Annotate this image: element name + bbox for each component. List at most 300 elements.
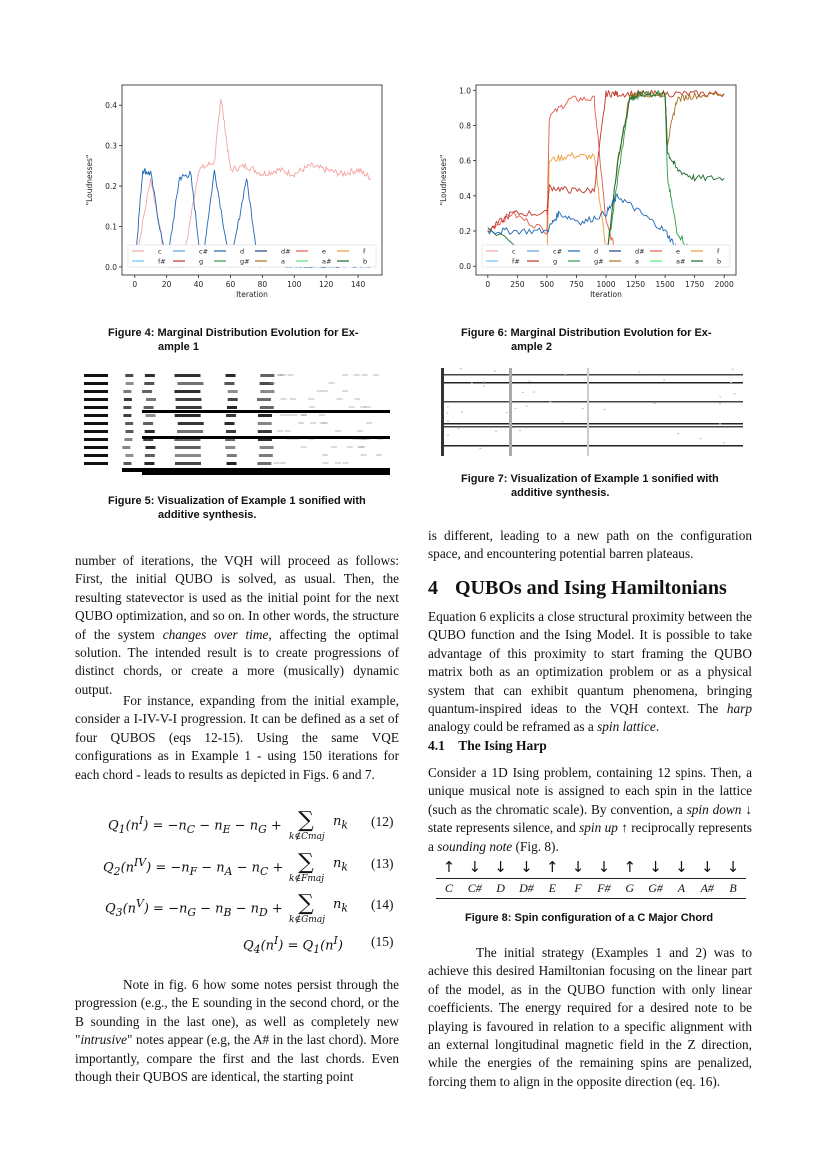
fig4-ytick-label: 0.1 <box>105 222 117 232</box>
fig5-faint-mark <box>270 382 276 384</box>
fig7-faint-mark <box>526 406 528 407</box>
fig7-faint-mark <box>471 382 473 383</box>
fig6-xtick-label: 1000 <box>596 280 616 289</box>
fig5-burst-mark <box>224 382 234 385</box>
fig8-note-label: G# <box>648 881 663 895</box>
subsection-heading <box>428 738 752 754</box>
fig5-burst-mark <box>145 374 155 377</box>
eq13-sum: ∑ k∉Fmaj <box>289 850 325 884</box>
left-para-3-text: Note in fig. 6 how some notes persist through the progression (e.g., the E sounding in the second chord, or the B sounding in the last one), as well as completely new " <box>75 977 399 1048</box>
fig5-burst-mark <box>144 382 154 385</box>
right-para-5 <box>428 764 752 856</box>
fig6-xtick-label: 750 <box>569 280 584 289</box>
fig6-legend-label: g# <box>594 257 604 266</box>
section-title: QUBOs and Ising Hamiltonians <box>455 577 727 599</box>
fig7-faint-mark <box>447 435 449 436</box>
spin-down-icon: ↓ <box>571 858 585 876</box>
fig6-ytick-label: 0.0 <box>459 262 471 272</box>
fig5-burst-mark <box>123 414 131 417</box>
fig5-faint-mark <box>322 462 328 464</box>
fig6-xtick-label: 250 <box>510 280 525 289</box>
fig7-faint-mark <box>483 381 485 382</box>
fig4-legend-label: g# <box>240 257 250 266</box>
fig5-faint-mark <box>354 374 360 376</box>
subsection-number: 4.1 <box>428 738 445 753</box>
fig4-legend-label: g <box>199 257 204 266</box>
fig5-burst-mark <box>142 390 152 393</box>
fig7-faint-mark <box>582 408 584 409</box>
fig4-ylabel: "Loudnesses" <box>85 154 94 206</box>
fig6-legend-label: c# <box>553 247 563 256</box>
fig7-faint-mark <box>495 431 497 432</box>
fig5-burst-mark <box>175 462 201 465</box>
fig5-faint-mark <box>360 406 366 408</box>
eq13-tail: $n_k$ <box>333 856 348 874</box>
fig5-faint-mark <box>361 454 367 456</box>
fig8-caption-text: Spin configuration of a C Major Chord <box>514 912 714 924</box>
fig7-faint-mark <box>457 428 459 429</box>
fig5-burst-mark <box>123 406 131 409</box>
left-para-2 <box>75 692 399 784</box>
fig5-comb-mark <box>84 422 108 425</box>
fig8-spins-row <box>436 858 746 878</box>
fig4-legend-label: d <box>240 247 245 256</box>
fig6-ylabel: "Loudnesses" <box>439 154 448 206</box>
fig7-faint-mark <box>699 438 701 439</box>
fig7-faint-mark <box>529 381 531 382</box>
eq13-sum-sub: k∉Fmaj <box>289 874 325 884</box>
fig5-burst-mark <box>175 414 201 417</box>
fig5-burst-mark <box>226 414 236 417</box>
fig5-faint-mark <box>331 446 337 448</box>
fig7-faint-mark <box>730 382 732 383</box>
fig6-xtick-label: 2000 <box>714 280 734 289</box>
fig6-xtick-label: 0 <box>485 280 491 289</box>
fig8-note-label: G <box>625 881 635 895</box>
left-para-1-emphasis: changes over time <box>162 626 269 642</box>
fig8-rule-bottom <box>436 898 746 899</box>
fig5-faint-mark <box>280 414 286 416</box>
fig4-ytick-label: 0.2 <box>105 182 117 192</box>
fig4-chart <box>82 80 392 312</box>
fig4-xtick-label: 140 <box>350 280 366 289</box>
fig7-faint-mark <box>603 409 605 410</box>
spin-down-icon: ↓ <box>494 858 507 876</box>
fig7-faint-mark <box>719 396 721 397</box>
fig7-faint-mark <box>732 369 734 370</box>
eq14-sum-sub: k∉Gmaj <box>289 915 325 925</box>
fig6-legend-label: a <box>635 257 639 266</box>
fig5-comb-mark <box>84 374 108 377</box>
spin-up-icon: ↑ <box>442 858 456 876</box>
fig5-faint-mark <box>357 430 363 432</box>
eq15-number: (15) <box>371 934 394 949</box>
fig4-xtick-label: 60 <box>225 280 236 289</box>
fig5-burst-mark <box>260 446 274 449</box>
right-para-5-em2: spin up <box>579 820 618 836</box>
fig5-faint-mark <box>288 374 294 376</box>
fig5-faint-mark <box>284 430 290 432</box>
fig8-note-label: F# <box>597 881 611 895</box>
fig4-xtick-label: 120 <box>319 280 334 289</box>
right-para-4-end: . <box>655 719 660 735</box>
fig5-faint-mark <box>310 422 316 424</box>
right-para-5-b: ↓ state represents silence, and <box>428 801 752 836</box>
fig5-burst-mark <box>174 390 200 393</box>
fig8-caption <box>465 911 755 925</box>
eq15: $Q_4(n^I) = Q_1(n^I)$ <box>243 934 343 956</box>
fig5-sustained-line <box>142 410 390 413</box>
fig5-faint-mark <box>316 390 322 392</box>
eq14-tail: $n_k$ <box>333 897 348 915</box>
eq13: $Q_2(n^{IV}) = -n_F - n_A - n_C$ + <box>103 856 284 878</box>
spin-up-icon: ↑ <box>623 858 637 876</box>
fig7-faint-mark <box>479 448 481 449</box>
fig6-legend-label: d <box>594 247 599 256</box>
fig5-sustained-line <box>142 436 390 439</box>
fig7-faint-mark <box>734 393 736 394</box>
fig5-burst-mark <box>122 446 130 449</box>
fig7-faint-mark <box>564 402 566 403</box>
fig5-comb-mark <box>84 390 108 393</box>
spin-down-icon: ↓ <box>520 858 533 876</box>
fig5-faint-mark <box>348 406 354 408</box>
fig6-xtick-label: 1750 <box>685 280 705 289</box>
left-para-1-text: number of iterations, the VQH will proceed as follows: First, the initial QUBO is solved, as usual. Then, the resulting statevector is used as the initial point for the next QUBO optimization, and so on. In other words, the structure of the system <box>75 553 399 642</box>
fig7-faint-mark <box>510 422 512 423</box>
fig5-burst-mark <box>125 454 133 457</box>
fig5-burst-mark <box>227 454 237 457</box>
fig6-caption-line1: Marginal Distribution Evolution for Ex- <box>510 327 712 339</box>
fig7-spectrogram <box>437 368 743 458</box>
fig5-faint-mark <box>280 374 286 376</box>
fig6-xtick-label: 500 <box>539 280 555 289</box>
section-heading <box>428 577 752 600</box>
fig5-burst-mark <box>146 398 156 401</box>
left-para-3 <box>75 976 399 1086</box>
fig5-faint-mark <box>300 446 306 448</box>
spin-down-icon: ↓ <box>597 858 611 876</box>
fig7-faint-mark <box>719 423 721 424</box>
fig7-onset <box>587 368 589 456</box>
fig8-notes-row <box>436 880 746 898</box>
fig5-burst-mark <box>145 446 155 449</box>
fig4-caption-line2: ample 1 <box>158 341 199 353</box>
spin-down-icon: ↓ <box>675 858 688 876</box>
fig5-faint-mark <box>292 414 298 416</box>
right-para-top <box>428 527 752 564</box>
fig7-faint-mark <box>638 371 640 372</box>
spin-down-icon: ↓ <box>726 858 740 876</box>
fig5-comb-mark <box>84 462 108 465</box>
fig5-burst-mark <box>178 422 204 425</box>
fig4-legend-label: e <box>322 247 326 256</box>
fig7-faint-mark <box>462 446 464 447</box>
fig5-burst-mark <box>175 398 201 401</box>
fig6-legend-label: c <box>512 247 516 256</box>
fig5-burst-mark <box>227 462 237 465</box>
fig7-faint-mark <box>506 412 508 413</box>
fig6-legend-label: a# <box>676 257 686 266</box>
fig8-note-label: A# <box>700 881 714 895</box>
fig4-legend-label: a <box>281 257 285 266</box>
left-para-1-tail: , affecting the optimal solution. The intended result is to create progressions of distinct chords, or create a more (musically) dynamic output. <box>75 626 399 697</box>
fig5-faint-mark <box>320 422 326 424</box>
fig6-ytick-label: 0.8 <box>459 121 471 131</box>
fig4-xlabel: Iteration <box>236 290 268 299</box>
subsection-title: The Ising Harp <box>458 738 547 753</box>
equation-block <box>75 810 399 960</box>
fig5-sustained-line <box>122 468 390 472</box>
fig6-legend-label: g <box>553 257 558 266</box>
fig5-faint-mark <box>336 398 342 400</box>
fig7-caption <box>461 472 751 500</box>
fig5-burst-mark <box>225 446 235 449</box>
fig5-burst-mark <box>126 382 134 385</box>
fig8-note-label: F <box>574 881 582 895</box>
fig4-legend-label: c# <box>199 247 209 256</box>
fig4-legend-label: a# <box>322 257 332 266</box>
spin-up-icon: ↑ <box>545 858 559 876</box>
fig5-faint-mark <box>280 398 286 400</box>
fig4-caption-line1: Marginal Distribution Evolution for Ex- <box>157 327 359 339</box>
fig6-xtick-label: 1250 <box>625 280 646 289</box>
fig5-faint-mark <box>290 398 296 400</box>
fig5-faint-mark <box>366 422 372 424</box>
fig4-legend <box>128 245 376 267</box>
right-para-4-emphasis2: spin lattice <box>597 719 656 735</box>
fig5-faint-mark <box>286 414 292 416</box>
fig5-faint-mark <box>273 462 279 464</box>
fig5-burst-mark <box>124 398 132 401</box>
fig5-sustained-line <box>142 472 390 475</box>
spin-down-icon: ↓ <box>468 858 482 876</box>
fig5-burst-mark <box>175 454 201 457</box>
fig4-xtick-label: 20 <box>161 280 172 289</box>
fig7-caption-line2: additive synthesis. <box>511 487 610 499</box>
fig6-caption-label: Figure 6: <box>461 327 508 339</box>
right-para-4-text: Equation 6 explicits a close structural proximity between the QUBO function and the Ising Model. It is possible to take advantage of this proximity to start framing the QUBO matrix both as an optimization problem or as a physical system that can exhibit quantum phenomena, bringing quantum-inspired ideas to the VQH context. The <box>428 609 752 717</box>
fig6-xlabel: Iteration <box>590 290 622 299</box>
fig7-faint-mark <box>494 371 496 372</box>
fig5-burst-mark <box>143 422 153 425</box>
fig7-faint-mark <box>461 411 463 412</box>
fig8-note-label: D <box>496 881 505 895</box>
fig8-note-label: B <box>729 881 737 895</box>
right-para-6-text: The initial strategy (Examples 1 and 2) was to achieve this desired Hamiltonian focusing on the linear part of the model, as in the QUBO function with only linear coefficients. The energy required for a desired note to be playing is favoured in relation to a specific alignment with an external longitudinal magnetic field in the Z direction, while the energies of the remaining spins are penalized, forcing them to align in the opposite direction (eq. 16). <box>428 945 752 1089</box>
fig5-faint-mark <box>308 398 314 400</box>
fig6-ytick-label: 1.0 <box>459 86 471 96</box>
fig6-chart <box>436 80 746 312</box>
eq14: $Q_3(n^V) = -n_G - n_B - n_D$ + <box>105 897 283 919</box>
fig7-partial-line <box>441 401 743 403</box>
fig5-burst-mark <box>226 374 236 377</box>
fig7-onset <box>509 368 512 456</box>
fig5-faint-mark <box>322 390 328 392</box>
fig5-burst-mark <box>123 390 131 393</box>
left-para-3-tail: " notes appear (e.g, the A# in the last chord). More importantly, compare the first and the last chords. Even though their QUBOS are identical, the starting point <box>75 1032 399 1085</box>
fig5-burst-mark <box>228 390 238 393</box>
fig5-burst-mark <box>257 462 271 465</box>
spin-down-icon: ↓ <box>649 858 662 876</box>
fig5-burst-mark <box>176 406 202 409</box>
fig5-comb-mark <box>84 398 108 401</box>
left-para-3-emphasis: intrusive <box>80 1032 127 1048</box>
fig6-xtick-label: 1500 <box>655 280 675 289</box>
fig5-faint-mark <box>280 462 286 464</box>
fig5-faint-mark <box>322 454 328 456</box>
fig5-faint-mark <box>335 462 341 464</box>
eq14-number: (14) <box>371 897 394 912</box>
fig7-faint-mark <box>515 408 517 409</box>
fig8-note-label: D# <box>519 881 534 895</box>
fig5-faint-mark <box>358 446 364 448</box>
fig7-faint-mark <box>447 421 449 422</box>
fig5-burst-mark <box>125 422 133 425</box>
fig6-caption <box>461 326 751 354</box>
fig4-xtick-label: 40 <box>193 280 204 289</box>
fig5-burst-mark <box>175 446 201 449</box>
fig7-faint-mark <box>564 374 566 375</box>
fig5-faint-mark <box>342 390 348 392</box>
fig5-comb-mark <box>84 430 108 433</box>
eq12: $Q_1(n^I) = -n_C - n_E - n_G$ + <box>108 814 282 836</box>
fig6-legend-label: f# <box>512 257 520 266</box>
fig5-burst-mark <box>144 406 154 409</box>
fig8-note-label: C# <box>467 881 482 895</box>
fig5-burst-mark <box>260 374 274 377</box>
section-number: 4 <box>428 577 438 599</box>
fig4-caption-label: Figure 4: <box>108 327 155 339</box>
fig5-comb-mark <box>84 406 108 409</box>
fig4-xtick-label: 0 <box>132 280 138 289</box>
fig8-note-label: A <box>677 881 686 895</box>
fig5-caption-line1: Visualization of Example 1 sonified with <box>157 495 366 507</box>
left-para-1 <box>75 552 399 699</box>
fig5-comb-mark <box>84 454 108 457</box>
fig6-legend-label: f <box>717 247 720 256</box>
eq12-sum-sub: k∉Cmaj <box>289 832 325 842</box>
fig5-caption <box>108 494 398 522</box>
fig5-faint-mark <box>264 390 270 392</box>
fig5-burst-mark <box>144 462 154 465</box>
fig4-caption <box>108 326 398 354</box>
right-para-5-d: (Fig. 8). <box>515 838 559 854</box>
fig5-burst-mark <box>177 430 203 433</box>
fig5-faint-mark <box>347 446 353 448</box>
right-para-6 <box>428 944 752 1091</box>
fig5-burst-mark <box>123 462 131 465</box>
fig8-note-label: E <box>548 881 556 895</box>
fig5-spectrogram <box>82 368 390 480</box>
fig4-legend-label: d# <box>281 247 291 256</box>
fig7-faint-mark <box>460 368 462 369</box>
fig6-ytick-label: 0.2 <box>459 227 471 237</box>
right-para-4 <box>428 608 752 737</box>
fig7-faint-mark <box>561 421 563 422</box>
right-para-4-mid: analogy could be reframed as a <box>428 719 594 735</box>
fig7-faint-mark <box>723 442 725 443</box>
fig5-faint-mark <box>354 398 360 400</box>
fig5-burst-mark <box>124 438 132 441</box>
eq14-sum: ∑ k∉Gmaj <box>289 891 325 925</box>
fig7-partial-line <box>441 426 743 428</box>
fig5-caption-label: Figure 5: <box>108 495 155 507</box>
eq13-number: (13) <box>371 856 394 871</box>
fig5-comb-mark <box>84 438 108 441</box>
right-para-top-text: is different, leading to a new path on the configuration space, and encountering potential barren plateaus. <box>428 528 752 562</box>
fig5-faint-mark <box>342 374 348 376</box>
fig8-spin-table <box>436 858 746 902</box>
fig6-ytick-label: 0.6 <box>459 156 471 166</box>
fig5-burst-mark <box>145 454 155 457</box>
fig5-burst-mark <box>225 422 235 425</box>
fig5-faint-mark <box>373 374 379 376</box>
fig5-burst-mark <box>228 398 238 401</box>
fig5-faint-mark <box>335 430 341 432</box>
fig7-caption-label: Figure 7: <box>461 473 508 485</box>
fig5-comb-mark <box>84 414 108 417</box>
fig5-faint-mark <box>277 430 283 432</box>
fig4-legend-label: c <box>158 247 162 256</box>
fig7-partial-line <box>441 423 743 425</box>
fig5-faint-mark <box>362 374 368 376</box>
fig5-burst-mark <box>260 406 274 409</box>
fig5-faint-mark <box>376 454 382 456</box>
right-para-5-em3: sounding note <box>437 838 513 854</box>
right-para-5-text: Consider a 1D Ising problem, containing 12 spins. Then, a unique musical note is assigned to each spin in the lattice (such as the chromatic scale). By convention, a <box>428 765 752 817</box>
fig7-faint-mark <box>519 430 521 431</box>
fig6-ytick-label: 0.4 <box>459 191 471 201</box>
fig6-caption-line2: ample 2 <box>511 341 552 353</box>
fig4-legend-label: f# <box>158 257 166 266</box>
fig5-burst-mark <box>145 430 155 433</box>
fig5-burst-mark <box>227 406 237 409</box>
left-para-2-text: For instance, expanding from the initial example, consider a I-IV-V-I progression. It can be defined as a set of four QUBOS (eqs 12-15). Using the same VQE configurations as in Example 1 - using 150 iterations for each chord - leads to results as depicted in Figs. 6 and 7. <box>75 693 399 782</box>
fig6-legend-label: d# <box>635 247 645 256</box>
eq12-number: (12) <box>371 814 394 829</box>
fig7-faint-mark <box>719 403 721 404</box>
fig6-legend-label: e <box>676 247 680 256</box>
fig5-faint-mark <box>301 414 307 416</box>
fig5-burst-mark <box>257 398 271 401</box>
right-para-4-emphasis: harp <box>726 701 752 717</box>
fig4-xtick-label: 100 <box>287 280 302 289</box>
fig7-faint-mark <box>654 403 656 404</box>
fig7-faint-mark <box>446 412 448 413</box>
fig5-burst-mark <box>146 414 156 417</box>
fig5-burst-mark <box>258 422 272 425</box>
fig4-ytick-label: 0.3 <box>105 141 117 151</box>
fig5-faint-mark <box>319 414 325 416</box>
fig5-faint-mark <box>298 422 304 424</box>
fig7-faint-mark <box>522 392 524 393</box>
fig7-caption-line1: Visualization of Example 1 sonified with <box>510 473 719 485</box>
fig7-faint-mark <box>663 379 665 380</box>
fig5-burst-mark <box>226 430 236 433</box>
fig5-burst-mark <box>177 382 203 385</box>
fig5-faint-mark <box>328 382 334 384</box>
fig5-burst-mark <box>258 430 272 433</box>
fig4-ytick-label: 0.0 <box>105 262 117 272</box>
fig6-legend-label: b <box>717 257 722 266</box>
fig5-burst-mark <box>125 374 133 377</box>
fig5-caption-line2: additive synthesis. <box>158 509 257 521</box>
right-para-5-em1: spin down <box>686 801 742 817</box>
fig4-legend-label: f <box>363 247 366 256</box>
fig5-comb-mark <box>84 382 108 385</box>
fig7-faint-mark <box>533 392 535 393</box>
